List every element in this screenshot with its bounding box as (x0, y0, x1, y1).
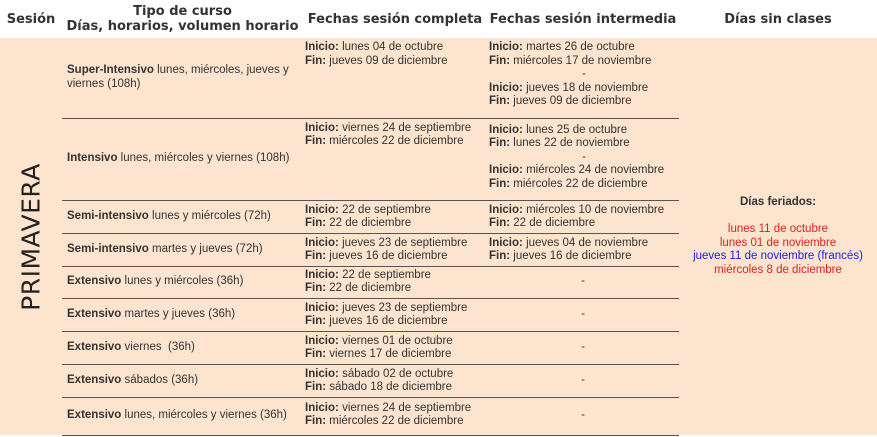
holidays-cell (679, 38, 877, 435)
holiday-item: lunes 01 de noviembre (719, 236, 837, 249)
intermediate-session-dates (487, 118, 679, 200)
full-session-dates (303, 266, 487, 298)
course-type (62, 233, 303, 266)
full-session-dates (303, 118, 487, 200)
inicio-label: Inicio: (305, 334, 339, 347)
full-session-dates (303, 233, 487, 266)
inicio-value: lunes 25 de octubre (522, 123, 628, 136)
full-session-dates (303, 331, 487, 364)
course-type (62, 364, 303, 397)
holidays-title: Días feriados: (739, 195, 817, 208)
inicio-label: Inicio: (305, 367, 339, 380)
full-session-dates (303, 364, 487, 397)
fin-label: Fin: (489, 217, 511, 229)
fin-value: jueves 09 de diciembre (326, 54, 448, 67)
course-type-name: Semi-intensivo (67, 242, 149, 255)
course-type-detail: lunes, miércoles y viernes (108h) (117, 152, 290, 165)
empty-dash: - (487, 364, 679, 397)
fin-label: Fin: (305, 315, 327, 327)
course-type (62, 38, 303, 118)
session-name: PRIMAVERA (16, 162, 46, 311)
fin-value: miércoles 22 de diciembre (326, 135, 464, 147)
inicio-label: Inicio: (489, 41, 523, 53)
empty-dash: - (487, 331, 679, 364)
course-type (62, 298, 303, 331)
fin-label: Fin: (305, 381, 327, 393)
course-type-name: Extensivo (67, 307, 122, 320)
fin-label: Fin: (305, 135, 327, 147)
course-type-detail: lunes, miércoles y viernes (36h) (121, 409, 287, 422)
inicio-label: Inicio: (305, 203, 339, 216)
course-type (62, 200, 303, 233)
inicio-value: jueves 04 de noviembre (522, 236, 649, 249)
fin-value: jueves 16 de diciembre (326, 315, 448, 327)
intermediate-session-dates (487, 200, 679, 233)
holiday-item: jueves 11 de noviembre (francés) (693, 250, 863, 263)
inicio-label: Inicio: (305, 236, 339, 249)
header-tipo (62, 0, 303, 38)
full-session-dates (303, 200, 487, 233)
course-type (62, 397, 303, 435)
header-completa: Fechas sesión completa (303, 0, 487, 38)
fin-label: Fin: (489, 54, 511, 67)
inicio-label: Inicio: (489, 81, 523, 94)
empty-dash: - (487, 298, 679, 331)
inicio-label: Inicio: (305, 41, 339, 53)
course-type-name: Extensivo (67, 409, 122, 422)
inicio-value: viernes 24 de septiembre (338, 401, 472, 414)
course-type-name: Extensivo (67, 373, 122, 386)
fin-value: jueves 16 de diciembre (326, 250, 448, 262)
course-type (62, 331, 303, 364)
course-type-detail: lunes y miércoles (72h) (148, 209, 271, 222)
fin-value: 22 de diciembre (510, 217, 596, 229)
header-sesion: Sesión (0, 0, 62, 38)
fin-label: Fin: (305, 348, 327, 360)
header-intermedia: Fechas sesión intermedia (487, 0, 679, 38)
course-type-detail: sábados (36h) (121, 373, 199, 386)
header-tipo-line2: Días, horarios, volumen horario (66, 19, 299, 34)
inicio-value: sábado 02 de octubre (338, 367, 454, 380)
separator-dash: - (582, 150, 586, 163)
fin-value: 22 de diciembre (326, 282, 412, 294)
fin-label: Fin: (305, 54, 327, 67)
inicio-label: Inicio: (489, 236, 523, 249)
empty-dash: - (487, 397, 679, 435)
holiday-item: miércoles 8 de diciembre (714, 263, 842, 276)
empty-dash: - (487, 266, 679, 298)
inicio-value: 22 de septiembre (338, 203, 431, 216)
fin-label: Fin: (305, 250, 327, 262)
inicio-label: Inicio: (489, 123, 523, 136)
inicio-value: miércoles 24 de noviembre (522, 164, 665, 176)
course-type-detail: martes y jueves (36h) (121, 307, 236, 320)
header-row (0, 0, 877, 38)
fin-value: viernes 17 de diciembre (326, 348, 452, 360)
holiday-item: lunes 11 de octubre (727, 223, 829, 236)
inicio-label: Inicio: (305, 301, 339, 314)
course-type-detail: lunes, miércoles, jueves y viernes (108h) (67, 64, 289, 90)
inicio-value: 22 de septiembre (338, 268, 431, 281)
full-session-dates (303, 298, 487, 331)
course-type-name: Super-Intensivo (67, 64, 154, 77)
fin-value: 22 de diciembre (326, 217, 412, 229)
fin-value: sábado 18 de diciembre (326, 381, 453, 393)
course-type (62, 266, 303, 298)
inicio-label: Inicio: (489, 164, 523, 176)
fin-label: Fin: (305, 217, 327, 229)
inicio-value: jueves 23 de septiembre (338, 301, 468, 314)
table-row (0, 38, 877, 118)
full-session-dates (303, 397, 487, 435)
fin-value: miércoles 22 de diciembre (510, 177, 648, 190)
full-session-dates (303, 38, 487, 118)
fin-label: Fin: (489, 95, 511, 107)
fin-value: miércoles 17 de noviembre (510, 54, 652, 67)
course-type-name: Semi-intensivo (67, 209, 149, 222)
inicio-label: Inicio: (489, 203, 523, 216)
separator-dash: - (582, 68, 586, 80)
fin-value: miércoles 22 de diciembre (326, 415, 464, 427)
session-cell (0, 38, 62, 435)
course-type-detail: viernes (36h) (121, 340, 195, 353)
fin-value: jueves 16 de diciembre (510, 250, 632, 262)
inicio-label: Inicio: (305, 121, 339, 134)
fin-label: Fin: (489, 137, 511, 149)
inicio-value: viernes 01 de octubre (338, 334, 453, 347)
intermediate-session-dates (487, 233, 679, 266)
fin-value: lunes 22 de noviembre (510, 137, 630, 149)
inicio-label: Inicio: (305, 268, 339, 281)
fin-label: Fin: (489, 250, 511, 262)
fin-label: Fin: (305, 415, 327, 427)
course-type-name: Extensivo (67, 340, 122, 353)
inicio-value: miércoles 10 de noviembre (522, 203, 665, 216)
fin-label: Fin: (489, 177, 511, 190)
inicio-value: martes 26 de octubre (522, 41, 635, 53)
header-tipo-line1: Tipo de curso (133, 4, 232, 19)
inicio-value: jueves 23 de septiembre (338, 236, 468, 249)
course-type-detail: martes y jueves (72h) (148, 242, 263, 255)
inicio-label: Inicio: (305, 401, 339, 414)
inicio-value: jueves 18 de noviembre (522, 81, 649, 94)
course-type (62, 118, 303, 200)
inicio-value: lunes 04 de octubre (338, 41, 444, 53)
course-type-name: Extensivo (67, 275, 122, 288)
inicio-value: viernes 24 de septiembre (338, 121, 472, 134)
intermediate-session-dates (487, 38, 679, 118)
course-type-detail: lunes y miércoles (36h) (121, 275, 244, 288)
course-type-name: Intensivo (67, 152, 118, 165)
fin-value: jueves 09 de diciembre (510, 95, 632, 107)
fin-label: Fin: (305, 282, 327, 294)
header-sin-clases: Días sin clases (679, 0, 877, 38)
